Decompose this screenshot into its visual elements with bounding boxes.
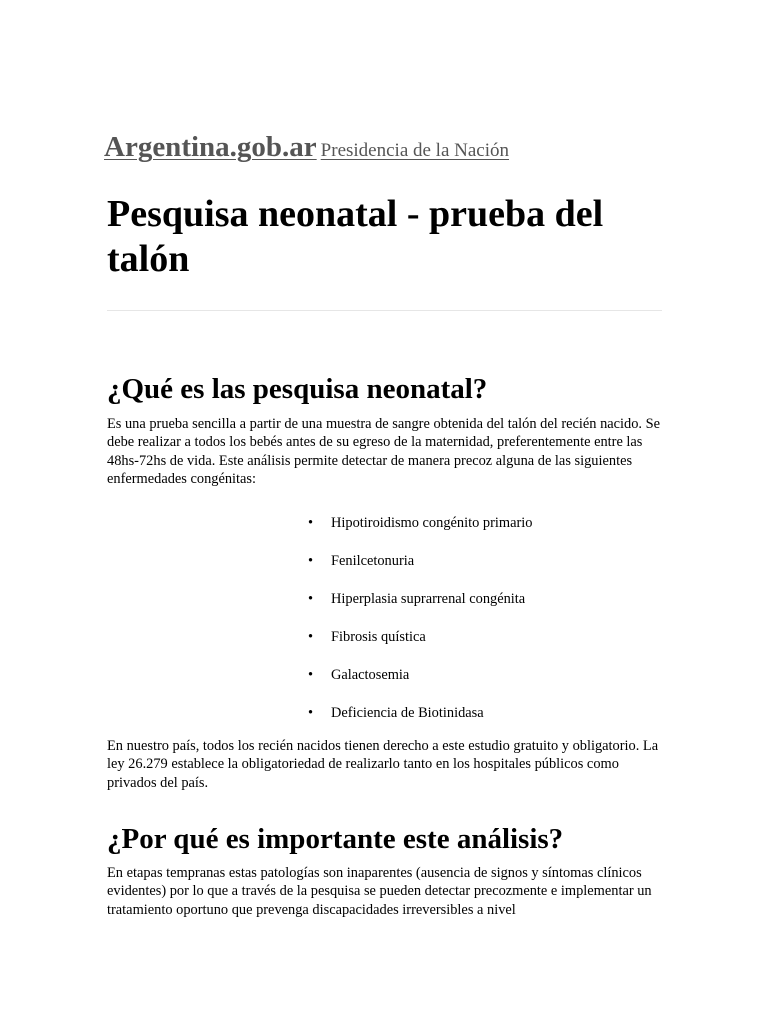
site-subtitle: Presidencia de la Nación: [320, 140, 510, 161]
section-paragraph-ley: En nuestro país, todos los recién nacidos tienen derecho a este estudio gratuito y obligatorio. La ley 26.279 establece la obligatoriedad de realizarlo tanto en los hospitales públicos como privados del país.: [107, 738, 659, 791]
section-paragraph-intro: Es una prueba sencilla a partir de una muestra de sangre obtenida del talón del recién nacido. Se debe realizar a todos los bebés antes de su egreso de la maternidad, preferentemente entre las 48hs-72hs de vida. Este análisis permite detectar de manera precoz alguna de las siguientes enfermedades congénitas:: [107, 416, 661, 488]
list-item: [308, 703, 532, 741]
section-paragraph-etapas: En etapas tempranas estas patologías son inaparentes (ausencia de signos y síntomas clínicos evidentes) por lo que a través de la pesquisa se pueden detectar precozmente e implementar un tratamiento oportuno que prevenga discapacidades irreversibles a nivel: [107, 865, 652, 918]
title-divider: [107, 310, 662, 311]
section-heading-por-que: ¿Por qué es importante este análisis?: [107, 823, 564, 855]
bullet-icon: •: [308, 591, 314, 607]
bullet-icon: •: [308, 515, 314, 531]
site-header-link[interactable]: [104, 131, 509, 164]
bullet-icon: •: [308, 667, 314, 683]
list-item-label: Fenilcetonuria: [331, 553, 415, 569]
list-item: [308, 589, 532, 627]
list-item: [308, 665, 532, 703]
bullet-icon: •: [308, 553, 314, 569]
list-item-label: Hipotiroidismo congénito primario: [331, 515, 533, 531]
list-item-label: Fibrosis quística: [331, 629, 426, 645]
enfermedades-list: [308, 513, 532, 741]
list-item-label: Hiperplasia suprarrenal congénita: [331, 591, 526, 607]
bullet-icon: •: [308, 629, 314, 645]
list-item: [308, 551, 532, 589]
site-brand: Argentina.gob.ar: [104, 131, 317, 163]
section-heading-que-es: ¿Qué es las pesquisa neonatal?: [107, 373, 488, 405]
list-item-label: Deficiencia de Biotinidasa: [331, 705, 484, 721]
list-item: [308, 627, 532, 665]
bullet-icon: •: [308, 705, 314, 721]
list-item: [308, 513, 532, 551]
list-item-label: Galactosemia: [331, 667, 410, 683]
page-title: Pesquisa neonatal - prueba del talón: [107, 193, 604, 280]
